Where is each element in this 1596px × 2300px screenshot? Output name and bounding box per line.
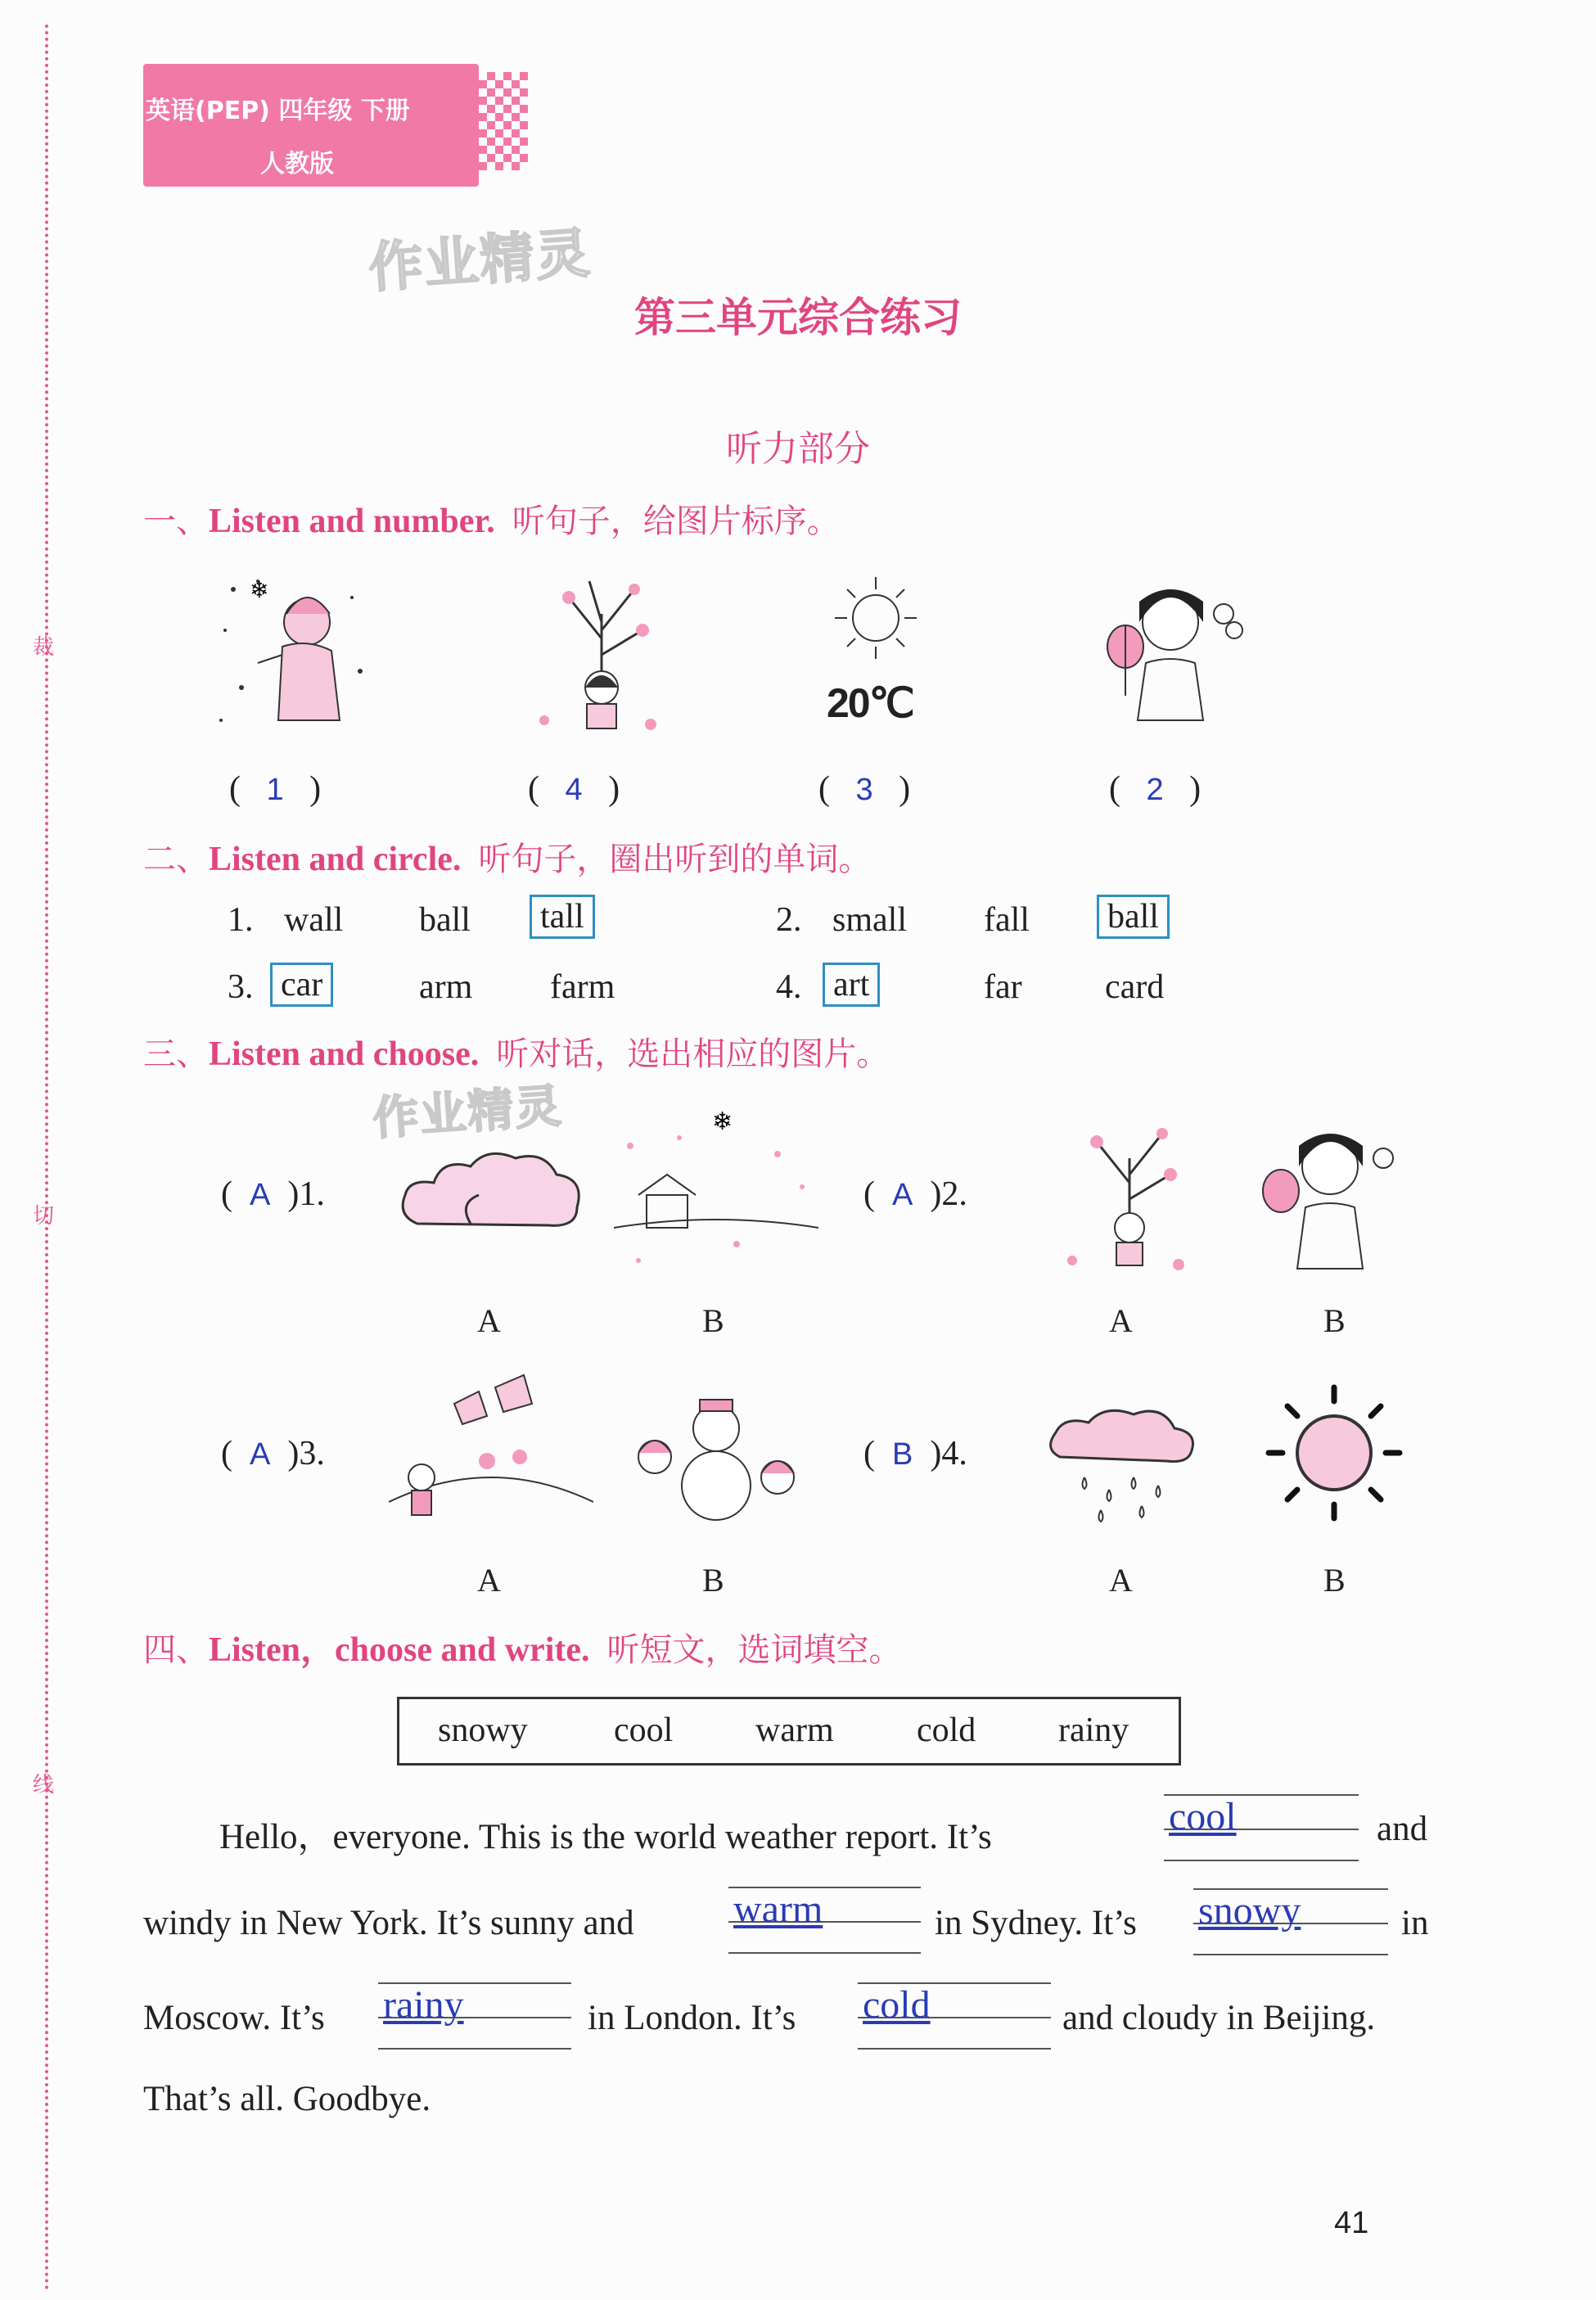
option-label: B: [702, 1302, 724, 1339]
cloud-image: [393, 1134, 589, 1248]
option-label: B: [1323, 1302, 1346, 1339]
word-option: wall: [284, 901, 344, 939]
passage-text: Hello，everyone. This is the world weather report. It’s: [219, 1818, 992, 1856]
temperature-label: 20℃: [827, 680, 913, 726]
leaf-girl-image: [1089, 565, 1252, 728]
word-bank-item: warm: [755, 1711, 834, 1749]
kite-children-image: [389, 1371, 593, 1535]
watermark: 作业精灵: [371, 1079, 565, 1147]
page-number: 41: [1334, 2206, 1369, 2240]
sun-icon: [1265, 1383, 1404, 1522]
cut-mark: 切: [33, 1204, 55, 1228]
word-bank-item: snowy: [438, 1711, 528, 1749]
answer-4: ( 2 ): [1109, 770, 1202, 808]
snowy-girl-image: [209, 565, 372, 737]
choice-answer-4: ( B )4.: [863, 1435, 967, 1472]
book-edition: 人教版: [260, 150, 334, 178]
unit-title: 第三单元综合练习: [634, 294, 962, 341]
choice-answer-2: ( A )2.: [863, 1175, 967, 1213]
q3-number: 3.: [228, 968, 254, 1006]
passage-text: Moscow. It’s: [143, 1999, 325, 2037]
circled-word: art: [823, 963, 880, 1007]
choice-answer-3: ( A )3.: [221, 1435, 325, 1472]
sun-icon: [818, 573, 933, 663]
section-3-title: 三、Listen and choose. 听对话，选出相应的图片。: [143, 1035, 890, 1073]
snowman-children-image: [618, 1379, 810, 1527]
passage-text: in: [1401, 1904, 1429, 1942]
option-label: A: [1109, 1302, 1133, 1339]
fill-blank-3: snowy: [1193, 1888, 1388, 1957]
tree-girl-image: [512, 565, 675, 737]
fill-blank-1: cool: [1164, 1794, 1359, 1863]
fill-blank-5: cold: [858, 1982, 1051, 2051]
fill-blank-2: warm: [728, 1887, 921, 1955]
circled-word: tall: [530, 895, 595, 939]
header-decoration: [479, 72, 528, 170]
q4-number: 4.: [776, 968, 802, 1006]
rain-cloud-icon: [1044, 1400, 1199, 1531]
section-1-title: 一、Listen and number. 听句子，给图片标序。: [143, 503, 840, 540]
choice-answer-1: ( A )1.: [221, 1175, 325, 1213]
part-title: 听力部分: [726, 428, 870, 470]
word-option: card: [1105, 968, 1165, 1006]
passage-text: That’s all. Goodbye.: [143, 2080, 431, 2118]
circled-word: ball: [1097, 895, 1170, 939]
word-option: far: [984, 968, 1022, 1006]
circled-word: car: [270, 963, 333, 1007]
word-bank-item: rainy: [1058, 1711, 1129, 1749]
word-bank-item: cold: [917, 1711, 976, 1749]
passage-text: in London. It’s: [588, 1999, 796, 2037]
q2-number: 2.: [776, 901, 802, 939]
section-2-title: 二、Listen and circle. 听句子，圈出听到的单词。: [143, 841, 872, 878]
cut-line: [45, 25, 48, 2292]
word-option: arm: [419, 968, 473, 1006]
snow-village-image: [614, 1105, 818, 1269]
answer-3: ( 3 ): [818, 770, 911, 808]
watermark: 作业精灵: [367, 221, 593, 300]
word-bank-item: cool: [614, 1711, 674, 1749]
option-label: B: [702, 1562, 724, 1599]
word-option: farm: [550, 968, 615, 1006]
option-label: B: [1323, 1562, 1346, 1599]
section-4-title: 四、Listen，choose and write. 听短文，选词填空。: [143, 1631, 902, 1669]
svg-text:❄: ❄: [712, 1108, 733, 1135]
q1-number: 1.: [228, 901, 254, 939]
passage-text: and cloudy in Beijing.: [1062, 1999, 1376, 2037]
book-title: 英语(PEP) 四年级 下册: [146, 97, 410, 125]
answer-1: ( 1 ): [229, 770, 322, 808]
option-label: A: [1109, 1562, 1133, 1599]
option-label: A: [477, 1302, 501, 1339]
svg-text:❄: ❄: [250, 578, 269, 603]
leaf-girl-image: [1244, 1109, 1416, 1273]
cut-mark: 线: [33, 1773, 55, 1797]
word-option: fall: [984, 901, 1030, 939]
tree-girl-image: [1048, 1109, 1195, 1273]
passage-text: windy in New York. It’s sunny and: [143, 1904, 634, 1942]
cut-mark: 裁: [33, 635, 55, 659]
passage-text: in Sydney. It’s: [935, 1904, 1137, 1942]
answer-2: ( 4 ): [528, 770, 620, 808]
option-label: A: [477, 1562, 501, 1599]
fill-blank-4: rainy: [378, 1982, 571, 2051]
word-option: small: [832, 901, 907, 939]
word-option: ball: [419, 901, 471, 939]
passage-text: and: [1377, 1810, 1428, 1848]
